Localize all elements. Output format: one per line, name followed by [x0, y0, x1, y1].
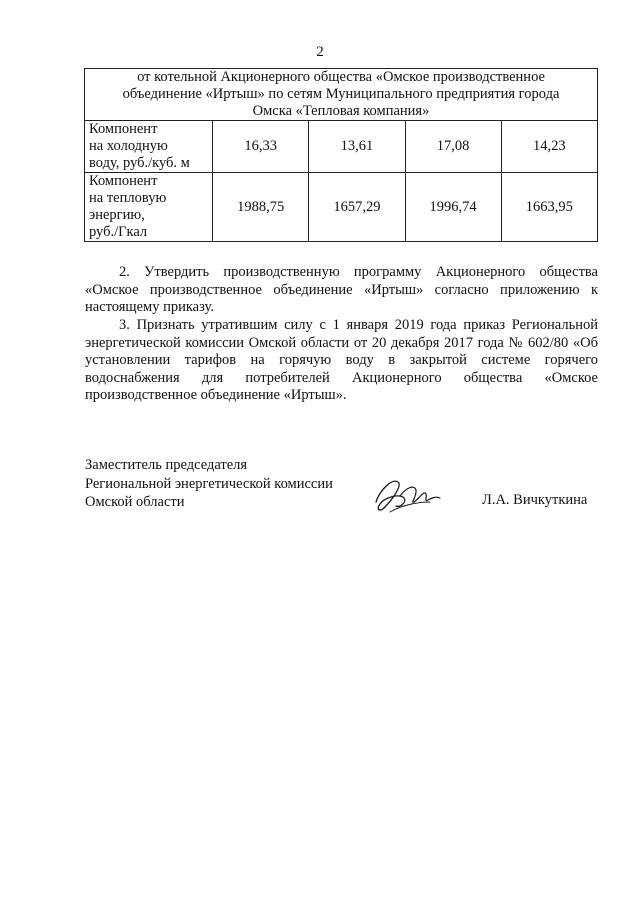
signatory-position [85, 456, 333, 512]
table-row [85, 121, 598, 173]
row-label-line: Компонент [89, 173, 158, 189]
table-cell: 17,08 [405, 121, 501, 173]
table-cell: 1657,29 [309, 173, 405, 242]
signatory-position-line: Заместитель председателя [85, 457, 248, 473]
row-label-line: воду, руб./куб. м [89, 155, 190, 171]
paragraph-text: 3. Признать утратившим силу с 1 января 2019 года приказ Региональной энергетической комиссии Омской области от 20 декабря 2017 года № 602/80 «Об установлении тарифов на горячую воду в закрытой системе горячего водоснабжения для потребителей Акционерного общества «Омское производственное объединение «Иртыш». [85, 317, 598, 403]
page-number: 2 [316, 44, 324, 60]
row-label-heat-energy [85, 173, 213, 242]
table-cell: 1996,74 [405, 173, 501, 242]
table-cell: 16,33 [213, 121, 309, 173]
table-header-cell [85, 69, 598, 121]
row-label-cold-water [85, 121, 213, 173]
signatory-position-line: Региональной энергетической комиссии [85, 475, 333, 492]
table-cell: 1663,95 [501, 173, 597, 242]
handwritten-signature [370, 472, 450, 518]
row-label-line: Компонент [89, 121, 158, 137]
paragraph-revoke-order [85, 317, 598, 405]
table-header-line: Омска «Тепловая компания» [252, 103, 430, 119]
row-label-line: энергию, [89, 207, 145, 223]
row-label-line: на тепловую [89, 190, 167, 206]
signatory-name: Л.А. Вичкуткина [482, 492, 588, 508]
table-cell: 13,61 [309, 121, 405, 173]
table-row [85, 173, 598, 242]
table-header-line: от котельной Акционерного общества «Омское производственное [137, 69, 545, 85]
table-cell: 1988,75 [213, 173, 309, 242]
table-header-line: объединение «Иртыш» по сетям Муниципального предприятия города [122, 86, 560, 102]
tariff-table [84, 68, 598, 242]
table-cell: 14,23 [501, 121, 597, 173]
paragraph-approve-program [85, 264, 598, 317]
row-label-line: руб./Гкал [89, 224, 148, 240]
signatory-position-line: Омской области [85, 494, 185, 510]
row-label-line: на холодную [89, 138, 168, 154]
table-header-row [85, 69, 598, 121]
paragraph-text: 2. Утвердить производственную программу Акционерного общества «Омское производственное объединение «Иртыш» согласно приложению к настоящему приказу. [85, 264, 598, 315]
